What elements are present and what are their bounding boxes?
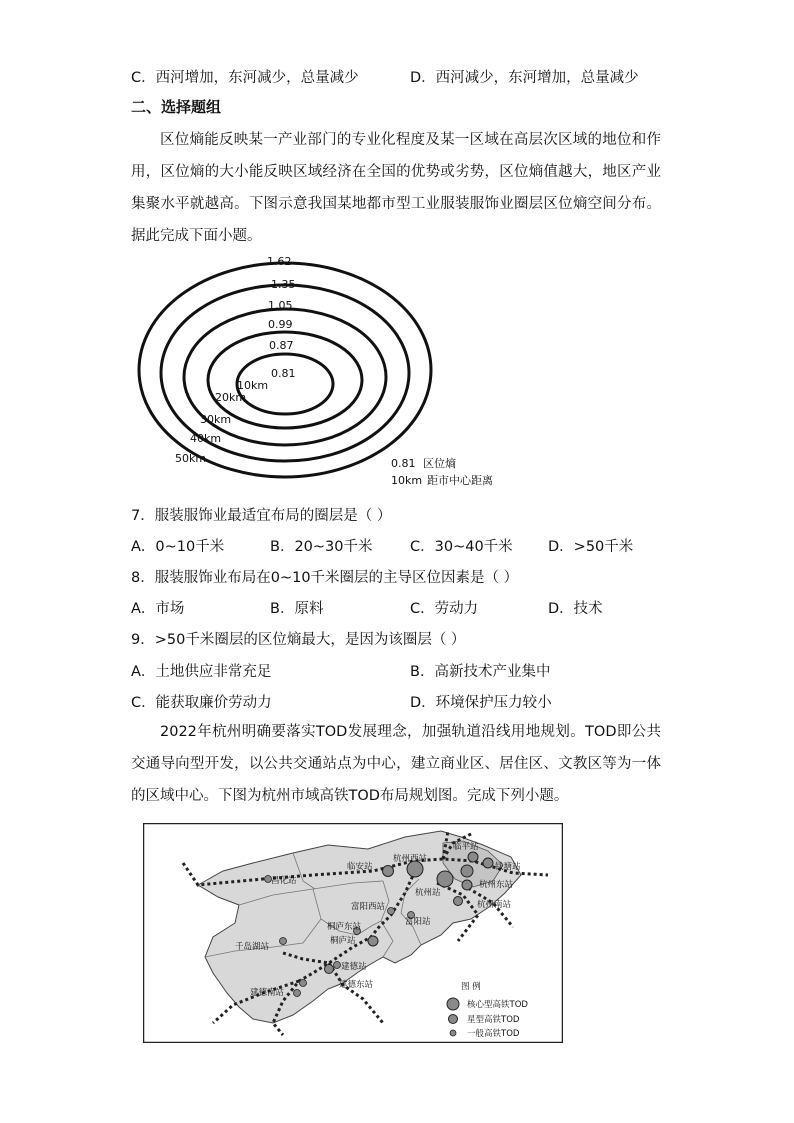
question-9-option-a: A．土地供应非常充足: [131, 664, 272, 680]
station-general-marker: [334, 962, 341, 969]
station-label: 杭州站: [415, 888, 441, 898]
question-8-option-c: C．劳动力: [410, 601, 479, 617]
station-label: 建德站: [341, 962, 367, 972]
station-star-marker: [368, 936, 378, 946]
question-8-option-a: A．市场: [131, 601, 185, 617]
station-label: 桐庐站: [330, 936, 356, 946]
question-7-option-d: D．>50千米: [548, 539, 634, 555]
option-d-previous: D．西河减少，东河增加，总量减少: [410, 70, 639, 86]
question-7-option-a: A．0~10千米: [131, 539, 225, 555]
station-label: 杭州西站: [393, 854, 428, 864]
question-8-stem: 8．服装服饰业布局在0~10千米圈层的主导区位因素是（ ）: [131, 570, 519, 586]
section-heading: 二、选择题组: [131, 98, 222, 116]
quotient-label: 0.87: [269, 339, 294, 352]
passage-location-quotient: 区位熵能反映某一产业部门的专业化程度及某一区域在高层次区域的地位和作用，区位熵的大小能反映区域经济在全国的优势或劣势，区位熵值越大，地区产业集聚水平就越高。下图示意我国某地都市型工业服装服饰业圈层区位熵空间分布。据此完成下面小题。: [131, 132, 661, 244]
question-9-option-c: C．能获取廉价劳动力: [131, 695, 272, 711]
station-label: 桐庐东站: [327, 922, 362, 932]
station-label: 杭州东站: [479, 880, 514, 890]
quotient-label: 0.81: [271, 367, 296, 380]
station-star-marker: [468, 852, 478, 862]
question-8-option-b: B．原料: [270, 601, 324, 617]
legend-general-label: 一般高铁TOD: [467, 1029, 520, 1039]
question-7-option-b: B．20~30千米: [270, 539, 373, 555]
distance-label: 40km: [190, 432, 222, 445]
distance-label: 30km: [200, 413, 232, 426]
question-9-option-b: B．高新技术产业集中: [410, 664, 551, 680]
station-label: 富阳站: [405, 917, 431, 927]
quotient-label: 0.99: [268, 318, 293, 331]
passage-tod: 2022年杭州明确要落实TOD发展理念，加强轨道沿线用地规划。TOD即公共交通导向型开发，以公共交通站点为中心，建立商业区、居住区、文教区等为一体的区域中心。下图为杭州市域高铁TOD布局规划图。完成下列小题。: [131, 724, 661, 804]
station-general-marker: [294, 990, 301, 997]
ring-figure: [135, 250, 535, 495]
station-label: 建德南站: [250, 988, 285, 998]
station-label: 临平站: [453, 842, 479, 852]
station-general-marker: [300, 980, 307, 987]
tod-map: [143, 823, 563, 1043]
question-7-stem: 7．服装服饰业最适宜布局的圈层是（ ）: [131, 508, 392, 524]
station-core-marker: [437, 871, 453, 887]
distance-label: 20km: [215, 391, 247, 404]
quotient-label: 1.05: [268, 299, 293, 312]
station-label: 昌化站: [271, 876, 297, 886]
legend-sample: 0.81: [391, 457, 416, 470]
station-label: 千岛湖站: [235, 942, 270, 952]
station-label: 钱塘站: [495, 862, 521, 872]
station-core-marker: [461, 865, 473, 877]
legend-core-marker: [447, 998, 459, 1010]
legend-core-label: 核心型高铁TOD: [467, 1000, 528, 1010]
quotient-label: 1.62: [267, 255, 292, 268]
legend-general-marker: [450, 1030, 456, 1036]
station-star-marker: [383, 866, 394, 877]
station-general-marker: [280, 938, 287, 945]
station-label: 杭州南站: [477, 900, 512, 910]
distance-label: 10km: [237, 379, 269, 392]
quotient-label: 1.35: [271, 278, 296, 291]
station-star-marker: [325, 965, 334, 974]
station-star-marker: [454, 897, 463, 906]
station-label: 富阳西站: [351, 902, 386, 912]
station-label: 建德东站: [339, 980, 374, 990]
legend-title: 图 例: [461, 982, 481, 992]
legend-meaning: 区位熵: [423, 457, 456, 470]
legend-meaning: 距市中心距离: [427, 474, 493, 487]
question-7-option-c: C．30~40千米: [410, 539, 513, 555]
legend-sample: 10km: [391, 474, 423, 487]
legend-star-label: 星型高铁TOD: [467, 1015, 520, 1025]
distance-label: 50km: [175, 452, 207, 465]
station-star-marker: [462, 880, 472, 890]
legend-star-marker: [449, 1015, 458, 1024]
question-9-stem: 9．>50千米圈层的区位熵最大，是因为该圈层（ ）: [131, 632, 466, 648]
question-9-option-d: D．环境保护压力较小: [410, 695, 552, 711]
question-8-option-d: D．技术: [548, 601, 603, 617]
station-general-marker: [388, 908, 395, 915]
station-label: 临安站: [347, 862, 373, 872]
option-c-previous: C．西河增加，东河减少，总量减少: [131, 70, 359, 86]
station-star-marker: [483, 858, 493, 868]
